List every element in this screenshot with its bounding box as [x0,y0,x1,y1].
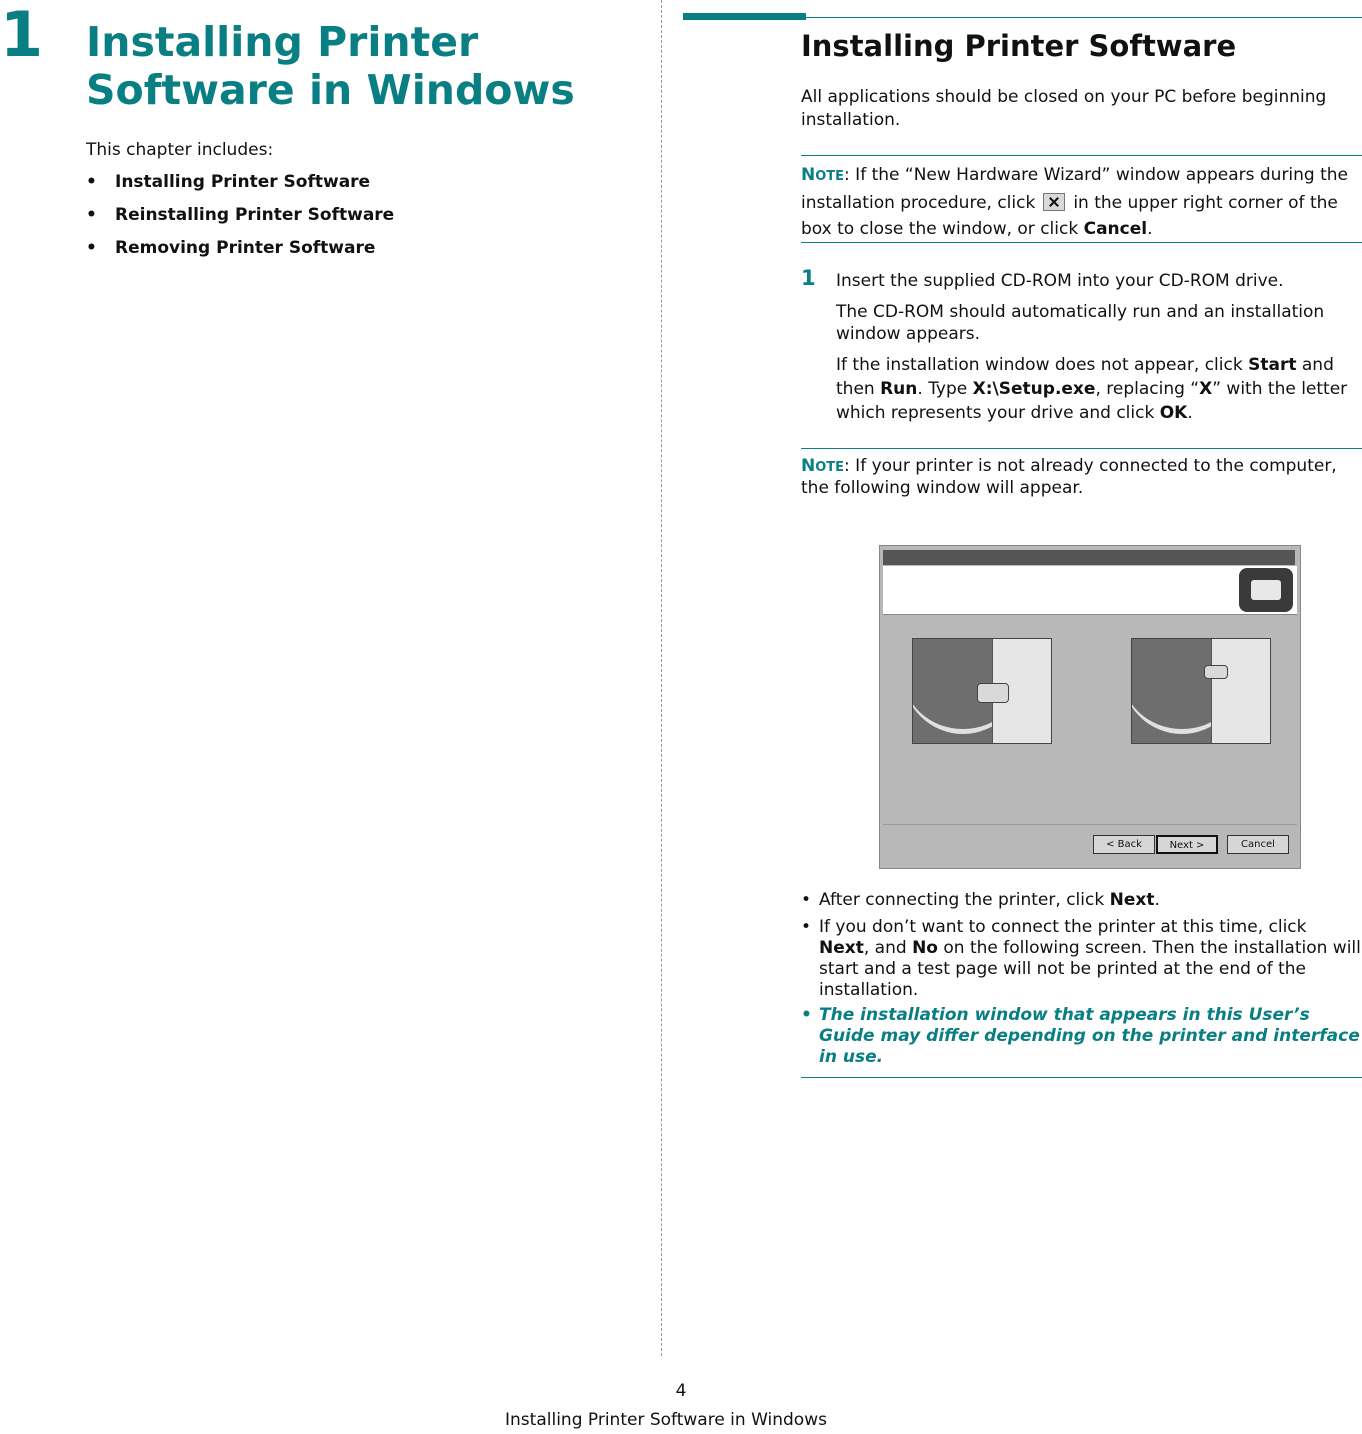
section-rule [806,17,1362,18]
section-intro: All applications should be closed on your PC before beginning installation. [801,87,1327,130]
toc-item-label: Removing Printer Software [115,238,376,258]
note3-rule-bottom [801,1077,1362,1078]
chapter-toc [86,172,394,271]
page-number: 4 [675,1381,687,1401]
note-rule-top [801,155,1362,156]
printer-icon [1239,568,1293,612]
parallel-cable-illustration [912,638,1052,744]
bullet-icon: • [801,1005,812,1025]
column-divider [661,0,662,1356]
dialog-header [883,566,1297,615]
step-number: 1 [801,266,816,290]
chapter-number: 1 [0,0,44,71]
bullet-icon: • [86,238,97,258]
bullet-icon: • [801,890,812,910]
usb-cable-illustration [1131,638,1271,744]
bullet-not-connect: • If you don’t want to connect the printer at this time, click Next, and No on the following screen. Then the installation will start and a test page will not be printed at the end of the installation. [801,917,1361,1000]
footer-title: Installing Printer Software in Windows [505,1410,827,1430]
cancel-button[interactable]: Cancel [1227,835,1289,854]
note-not-connected: NOTE: If your printer is not already connected to the computer, the following window will appear. [801,456,1337,498]
bullet-icon: • [801,917,812,937]
note-hardware-wizard: NOTE: If the “New Hardware Wizard” window appears during the installation procedure, click in the upper right corner of the box to close the window, or click Cancel. [801,165,1349,239]
toc-item[interactable] [86,205,394,238]
note2-rule-top [801,448,1362,449]
close-icon [1043,193,1065,211]
usb-plug-icon [1204,665,1228,679]
toc-item[interactable] [86,238,394,271]
bullet-icon: • [86,205,97,225]
bullet-window-differs: • The installation window that appears in this User’s Guide may differ depending on the printer and interface in use. [801,1005,1360,1067]
note-label: NOTE [801,165,845,185]
toc-item-label: Installing Printer Software [115,172,371,192]
chapter-intro: This chapter includes: [86,140,274,160]
connection-dialog-screenshot [879,545,1301,869]
section-title: Installing Printer Software [801,29,1237,63]
step-instruction: Insert the supplied CD-ROM into your CD-ROM drive. [836,271,1284,291]
parallel-plug-icon [977,683,1009,703]
cancel-term: Cancel [1083,219,1148,239]
dialog-titlebar [883,550,1295,565]
step-detail-run: If the installation window does not appear, click Start and then Run. Type X:\Setup.exe, replacing “X” with the letter which represents your drive and click OK. [836,355,1348,423]
next-button[interactable]: Next > [1156,835,1218,854]
toc-item-label: Reinstalling Printer Software [115,205,395,225]
note-label: NOTE [801,456,845,476]
chapter-title: Installing Printer Software in Windows [86,18,575,114]
bullet-after-connecting: • After connecting the printer, click Next. [801,890,1160,910]
back-button[interactable]: < Back [1093,835,1155,854]
toc-item[interactable] [86,172,394,205]
bullet-icon: • [86,172,97,192]
note-rule-bottom [801,242,1362,243]
step-detail: The CD-ROM should automatically run and an installation window appears. [836,302,1325,344]
section-rule-accent [683,13,806,20]
